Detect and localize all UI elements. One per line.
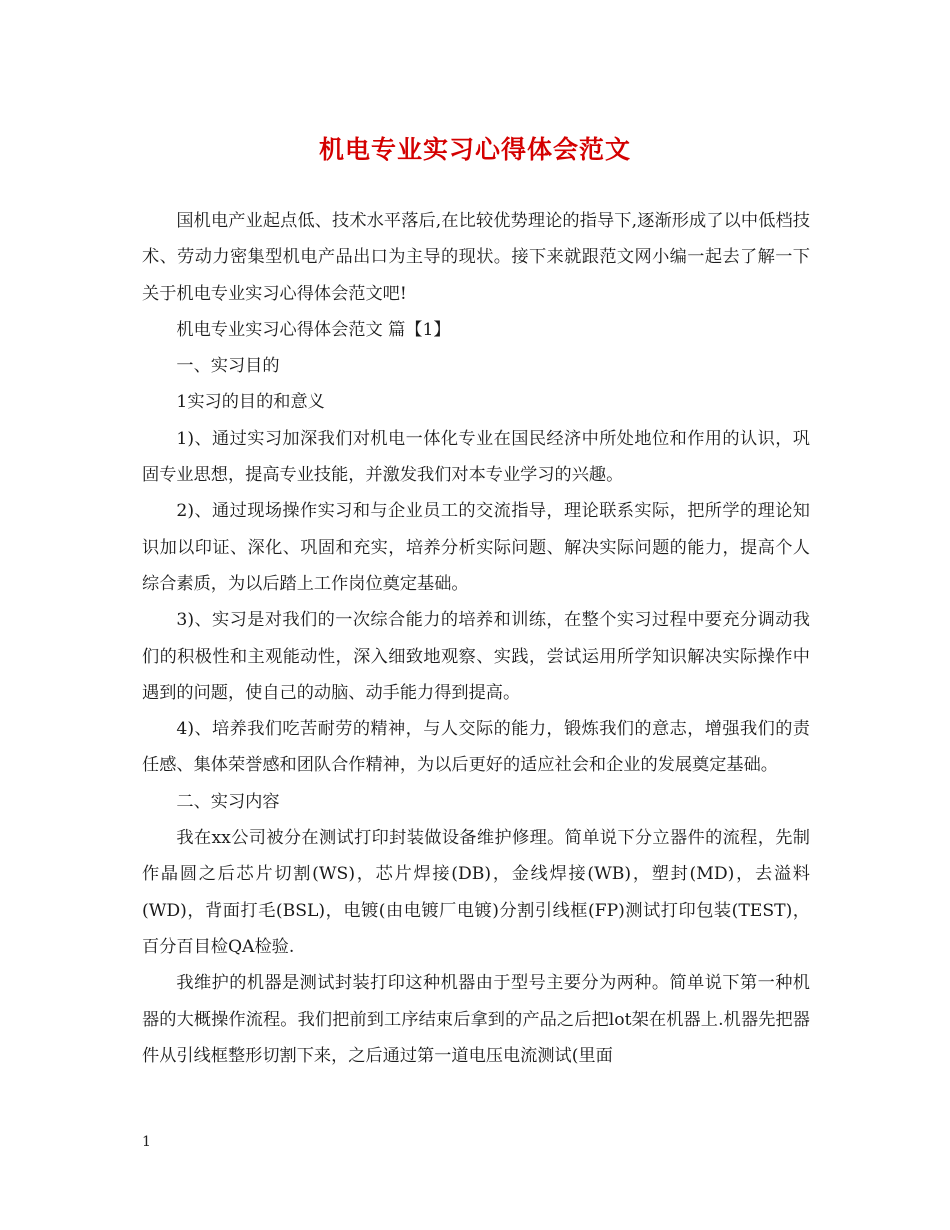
purpose-item-1: 1)、通过实习加深我们对机电一体化专业在国民经济中所处地位和作用的认识，巩固专业思想，提高专业技能，并激发我们对本专业学习的兴趣。 (142, 428, 810, 486)
page-number: 1 (142, 1134, 151, 1150)
content-paragraph-1: 我在xx公司被分在测试打印封装做设备维护修理。简单说下分立器件的流程，先制作晶圆之后芯片切割(WS)，芯片焊接(DB)，金线焊接(WB)，塑封(MD)，去溢料(WD)，背面打毛(BSL)，电镀(由电镀厂电镀)分割引线框(FP)测试打印包装(TEST)，百分百目检QA检验. (142, 828, 810, 957)
section-heading-purpose: 一、实习目的 (176, 356, 280, 377)
content-paragraph-2: 我维护的机器是测试封装打印这种机器由于型号主要分为两种。简单说下第一种机器的大概操作流程。我们把前到工序结束后拿到的产品之后把lot架在机器上.机器先把器件从引线框整形切割下来，之后通过第一道电压电流测试(里面 (142, 973, 810, 1066)
purpose-item-2: 2)、通过现场操作实习和与企业员工的交流指导，理论联系实际，把所学的理论知识加以印证、深化、巩固和充实，培养分析实际问题、解决实际问题的能力，提高个人综合素质，为以后踏上工作岗位奠定基础。 (142, 501, 810, 594)
purpose-item-3: 3)、实习是对我们的一次综合能力的培养和训练，在整个实习过程中要充分调动我们的积极性和主观能动性，深入细致地观察、实践，尝试运用所学知识解决实际操作中遇到的问题，使自己的动脑、动手能力得到提高。 (142, 610, 810, 703)
intro-paragraph: 国机电产业起点低、技术水平落后,在比较优势理论的指导下,逐渐形成了以中低档技术、劳动力密集型机电产品出口为主导的现状。接下来就跟范文网小编一起去了解一下关于机电专业实习心得体会范文吧! (142, 211, 810, 304)
section-heading-content: 二、实习内容 (176, 791, 280, 812)
subheading-purpose-meaning: 1实习的目的和意义 (176, 392, 325, 413)
section-heading-article: 机电专业实习心得体会范文 篇【1】 (176, 319, 451, 340)
document-body (142, 203, 810, 1074)
document-title: 机电专业实习心得体会范文 (318, 135, 631, 164)
purpose-item-4: 4)、培养我们吃苦耐劳的精神，与人交际的能力，锻炼我们的意志，增强我们的责任感、集体荣誉感和团队合作精神，为以后更好的适应社会和企业的发展奠定基础。 (142, 719, 810, 776)
